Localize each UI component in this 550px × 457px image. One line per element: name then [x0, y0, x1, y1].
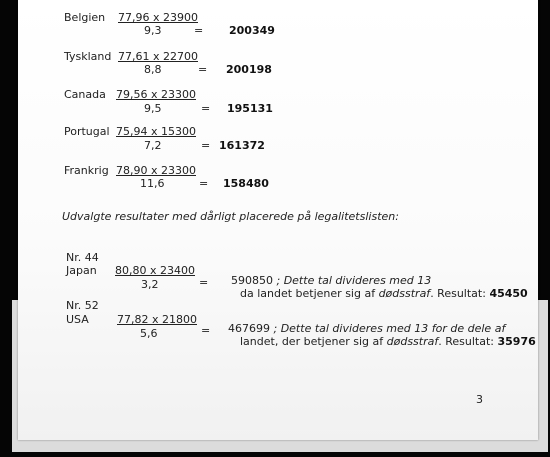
denominator-tyskland: 8,8 — [144, 63, 162, 76]
value-japan: 590850 — [231, 274, 273, 287]
denominator-belgien: 9,3 — [144, 24, 162, 37]
result-frankrig: 158480 — [223, 177, 269, 190]
equals-canada: = — [201, 102, 211, 115]
country-name-tyskland: Tyskland — [64, 50, 112, 63]
result-tyskland: 200198 — [226, 63, 272, 76]
numerator-usa: 77,82 x 21800 — [117, 313, 197, 326]
equals-belgien: = — [194, 24, 204, 37]
result-usa: 35976 — [497, 335, 536, 348]
result-canada: 195131 — [227, 102, 273, 115]
equals-portugal: = — [201, 139, 211, 152]
document-page — [18, 0, 538, 440]
note-text-japan: ; Dette tal divideres med 13 — [273, 274, 432, 287]
result-japan: 45450 — [489, 287, 528, 300]
equals-usa: = — [201, 324, 211, 337]
denominator-canada: 9,5 — [144, 102, 162, 115]
country-name-portugal: Portugal — [64, 125, 110, 138]
numerator-frankrig: 78,90 x 23300 — [116, 164, 196, 177]
note-line2-pre-usa: landet, der betjener sig af — [240, 335, 387, 348]
denominator-frankrig: 11,6 — [140, 177, 165, 190]
country-name-belgien: Belgien — [64, 11, 106, 24]
note-text-usa: ; Dette tal divideres med 13 for de dele af — [270, 322, 506, 335]
note-line2-italic-japan: dødsstraf — [378, 287, 431, 300]
denominator-usa: 5,6 — [140, 327, 158, 340]
result-portugal: 161372 — [219, 139, 265, 152]
note-line2-post-usa: . Resultat: — [438, 335, 498, 348]
numerator-belgien: 77,96 x 23900 — [118, 11, 198, 24]
note-line1-japan — [231, 275, 431, 287]
numerator-canada: 79,56 x 23300 — [116, 88, 196, 101]
equals-japan: = — [199, 276, 209, 289]
result-belgien: 200349 — [229, 24, 275, 37]
note-line2-post-japan: . Resultat: — [430, 287, 490, 300]
numerator-portugal: 75,94 x 15300 — [116, 125, 196, 138]
equals-frankrig: = — [199, 177, 209, 190]
country-name-frankrig: Frankrig — [64, 164, 109, 177]
numerator-japan: 80,80 x 23400 — [115, 264, 195, 277]
note-line2-usa — [240, 336, 536, 348]
denominator-japan: 3,2 — [141, 278, 159, 291]
rank-usa: Nr. 52 — [66, 299, 99, 312]
note-line1-usa — [228, 323, 505, 335]
country-name-japan: Japan — [66, 264, 97, 277]
note-line2-pre-japan: da landet betjener sig af — [240, 287, 379, 300]
numerator-tyskland: 77,61 x 22700 — [118, 50, 198, 63]
note-line2-italic-usa: dødsstraf — [386, 335, 439, 348]
country-name-usa: USA — [66, 313, 89, 326]
denominator-portugal: 7,2 — [144, 139, 162, 152]
page-number: 3 — [476, 393, 483, 406]
rank-japan: Nr. 44 — [66, 251, 99, 264]
country-name-canada: Canada — [64, 88, 106, 101]
equals-tyskland: = — [198, 63, 208, 76]
value-usa: 467699 — [228, 322, 270, 335]
section-heading: Udvalgte resultater med dårligt placerede på legalitetslisten: — [62, 210, 399, 223]
note-line2-japan — [240, 288, 528, 300]
